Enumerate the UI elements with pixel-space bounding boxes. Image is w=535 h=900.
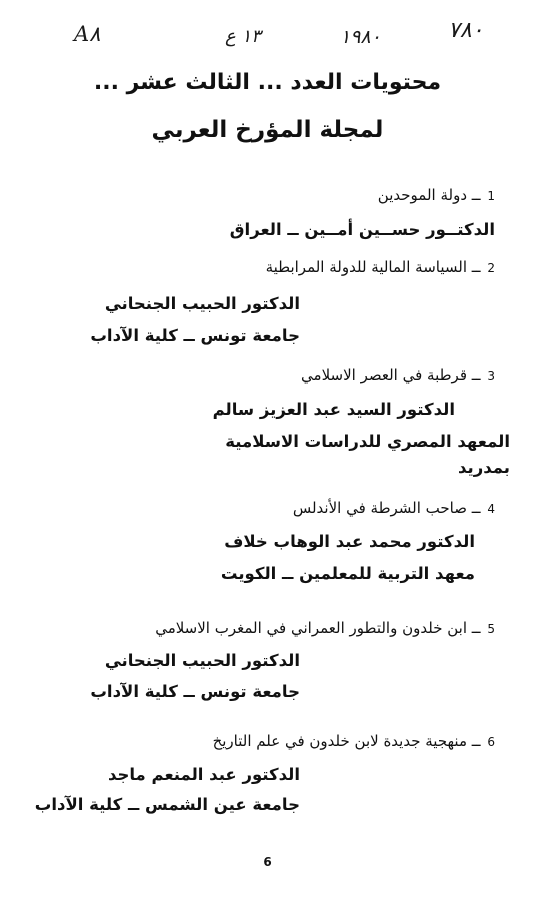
entry-title-text: منهجية جديدة لابن خلدون في علم التاريخ	[212, 732, 467, 750]
entry-title	[155, 619, 495, 637]
entry-number: 2	[487, 261, 495, 275]
entry-author: الدكتور الحبيب الجنحاني	[104, 294, 300, 313]
entry-affiliation: بمدريد	[457, 458, 510, 477]
handwritten-note: ١٣ ع	[225, 26, 261, 47]
page-title: محتويات العدد ... الثالث عشر ...	[93, 70, 442, 95]
handwritten-note: ٧٨٠	[448, 18, 484, 43]
entry-author: الدكتور محمد عبد الوهاب خلاف	[224, 532, 475, 551]
entry-affiliation: جامعة تونس ــ كلية الآداب	[90, 682, 300, 701]
entry-number: 1	[487, 189, 495, 203]
entry-title-text: قرطبة في العصر الاسلامي	[301, 366, 467, 384]
entry-dash: ــ	[471, 258, 481, 276]
entry-dash: ــ	[471, 186, 481, 204]
entry-title	[213, 732, 495, 750]
entry-number: 6	[487, 735, 495, 749]
entry-number: 3	[487, 369, 495, 383]
entry-dash: ــ	[471, 366, 481, 384]
entry-number: 5	[487, 622, 495, 636]
entry-title	[378, 186, 495, 204]
entry-author: الدكتور عبد المنعم ماجد	[107, 765, 300, 784]
entry-affiliation: معهد التربية للمعلمين ــ الكويت	[220, 564, 475, 583]
entry-author: الدكتور السيد عبد العزيز سالم	[212, 400, 455, 419]
entry-affiliation: المعهد المصري للدراسات الاسلامية	[225, 432, 510, 451]
handwritten-note: A؜٨	[74, 22, 101, 46]
entry-title	[301, 366, 495, 384]
page-subtitle: لمجلة المؤرخ العربي	[151, 117, 384, 143]
entry-title-text: دولة الموحدين	[377, 186, 467, 204]
entry-title-text: ابن خلدون والتطور العمراني في المغرب الاسلامي	[155, 619, 467, 637]
entry-affiliation: جامعة تونس ــ كلية الآداب	[90, 326, 300, 345]
entry-title-text: صاحب الشرطة في الأندلس	[292, 499, 467, 517]
entry-title-text: السياسة المالية للدولة المرابطية	[265, 258, 467, 276]
entry-title	[293, 499, 495, 517]
entry-author: الدكتــور حســين أمــين ــ العراق	[229, 220, 495, 239]
entry-dash: ــ	[471, 619, 481, 637]
entry-number: 4	[487, 502, 495, 516]
entry-dash: ــ	[471, 499, 481, 517]
handwritten-note: ١٩٨٠	[340, 26, 381, 48]
entry-title	[266, 258, 495, 276]
entry-affiliation: جامعة عين الشمس ــ كلية الآداب	[34, 795, 300, 814]
entry-dash: ــ	[471, 732, 481, 750]
entry-author: الدكتور الحبيب الجنحاني	[104, 651, 300, 670]
page-number: 6	[263, 855, 272, 869]
